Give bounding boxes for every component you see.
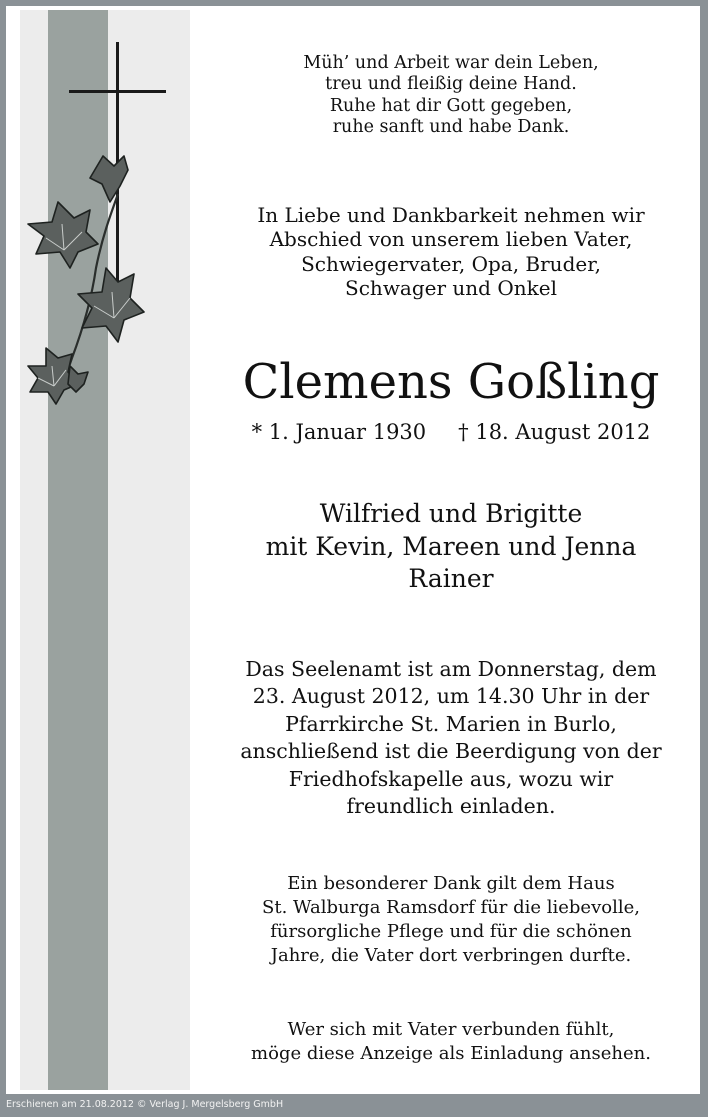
death-date: † 18. August 2012 (458, 420, 651, 444)
verse (221, 53, 681, 138)
intro-line: In Liebe und Dankbarkeit nehmen wir (257, 203, 645, 227)
mourners-line: Wilfried und Brigitte (319, 499, 583, 528)
publication-footer: Erschienen am 21.08.2012 © Verlag J. Mergelsberg GmbH (6, 1099, 284, 1110)
birth-date: * 1. Januar 1930 (251, 420, 427, 444)
intro-line: Schwiegervater, Opa, Bruder, (301, 251, 601, 276)
funeral-service-info (221, 656, 681, 821)
verse-line: ruhe sanft und habe Dank. (332, 117, 570, 138)
service-line: Friedhofskapelle aus, wozu wir (288, 766, 614, 791)
service-line: Pfarrkirche St. Marien in Burlo, (285, 711, 617, 736)
mourners (221, 498, 681, 596)
verse-line: Müh’ und Arbeit war dein Leben, (303, 53, 599, 73)
verse-line: treu und fleißig deine Hand. (325, 74, 577, 95)
cross-and-ivy-ornament (6, 6, 206, 426)
farewell-intro (221, 203, 681, 301)
intro-line: Schwager und Onkel (345, 276, 557, 301)
life-dates (221, 420, 681, 446)
verse-line: Ruhe hat dir Gott gegeben, (329, 95, 573, 116)
closing-line: möge diese Anzeige als Einladung ansehen. (251, 1043, 651, 1065)
obituary-notice (6, 6, 700, 1094)
thanks-line: St. Walburga Ramsdorf für die liebevolle, (262, 897, 640, 919)
mourners-line: mit Kevin, Mareen und Jenna (265, 531, 637, 561)
thanks-line: Jahre, die Vater dort verbringen durfte. (270, 945, 632, 967)
service-line: Das Seelenamt ist am Donnerstag, dem (245, 657, 657, 681)
thanks-note (221, 872, 681, 968)
closing-note (221, 1018, 681, 1066)
ivy-leaves-icon (28, 156, 144, 404)
service-line: 23. August 2012, um 14.30 Uhr in der (252, 684, 650, 709)
thanks-line: fürsorgliche Pflege und für die schönen (270, 921, 632, 943)
deceased-name: Clemens Goßling (242, 354, 660, 410)
service-line: freundlich einladen. (346, 794, 556, 819)
thanks-line: Ein besonderer Dank gilt dem Haus (287, 873, 615, 894)
intro-line: Abschied von unserem lieben Vater, (269, 227, 633, 252)
closing-line: Wer sich mit Vater verbunden fühlt, (287, 1019, 615, 1040)
mourners-line: Rainer (408, 564, 494, 593)
service-line: anschließend ist die Beerdigung von der (240, 739, 662, 764)
